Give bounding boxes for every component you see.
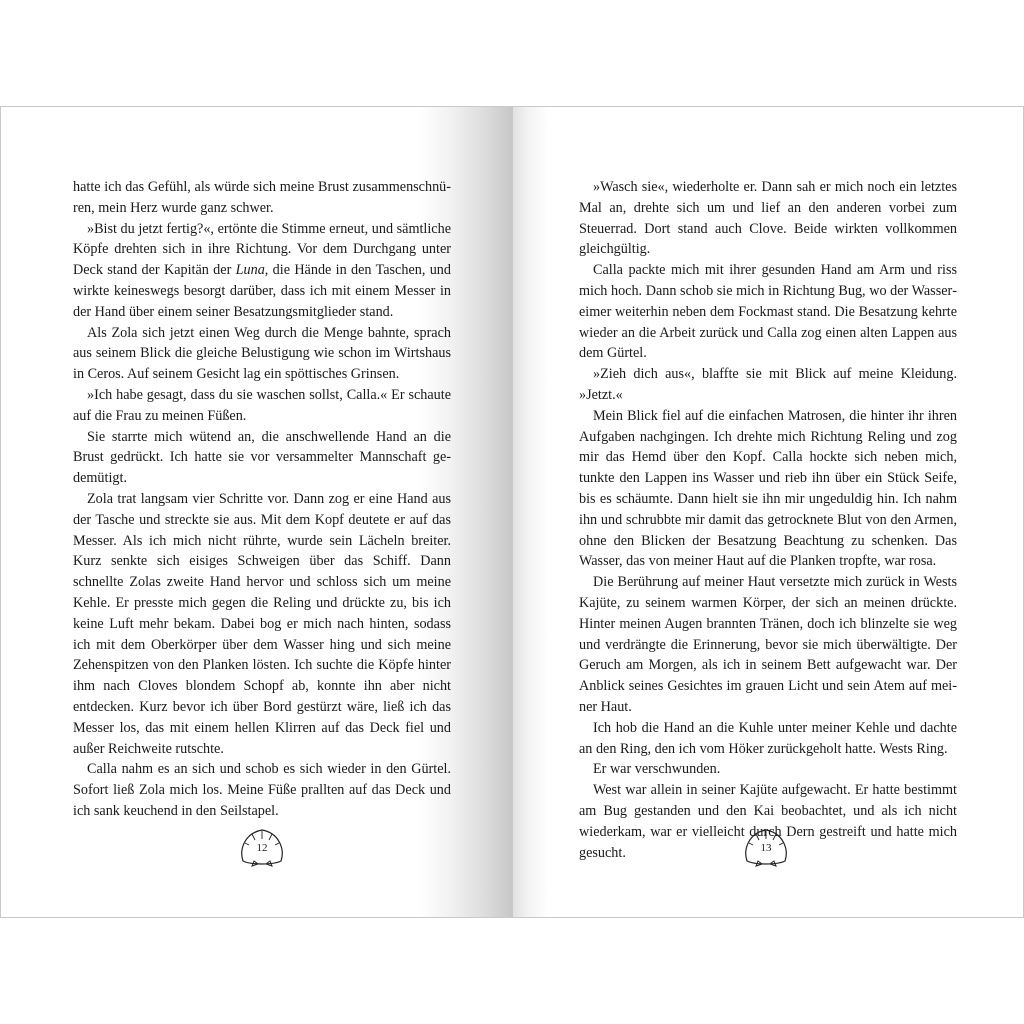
right-page xyxy=(512,106,1024,918)
ship-name: Luna xyxy=(235,262,265,279)
paragraph: »Zieh dich aus«, blaffte sie mit Blick auf meine Kleidung. »Jetzt.« xyxy=(579,366,957,403)
page-number-ornament xyxy=(237,825,287,869)
paragraph: Mein Blick fiel auf die einfachen Matrosen, die hinter ihr ihren Aufgaben nachgingen. Ich drehte mich Richtung Reling und zog mir das Hemd über den Kopf. Calla hockte sich neben mich, tunkte den Lappen ins Wasser und rieb ihn über ein Stück Seife, bis es schäumte. Dann hielt sie ihn mir ungeduldig hin. Ich nahm ihn und schrubbte mir damit das getrocknete Blut von den Armen, ohne den Blicken der Besatzung Beachtung zu schenken. Das Wasser, das von meiner Haut auf die Planken tropfte, war rosa. xyxy=(579,407,957,570)
paragraph-text: , die Hände in den Taschen, und wirkte keineswegs besorgt darüber, dass ich mit einem Messer in der Hand über einem seiner Besatzungsmitglieder stand. xyxy=(73,262,451,320)
paragraph: West war allein in seiner Kajüte aufgewacht. Er hatte bestimmt am Bug gestanden und den Kai beobachtet, und als ich nicht wiederkam, war er vielleicht durch Dern gestreift und hatte mich gesucht. xyxy=(579,782,957,861)
paragraph: Calla packte mich mit ihrer gesunden Hand am Arm und riss mich hoch. Dann schob sie mich in Richtung Bug, wo der Wassereimer weiterhin neben dem Fockmast stand. Die Besatzung kehrte wieder an die Arbeit zurück und Calla zog einen alten Lappen aus dem Gürtel. xyxy=(579,262,957,362)
left-page-text xyxy=(73,177,451,822)
paragraph xyxy=(73,219,451,323)
book-spread xyxy=(0,106,1024,920)
paragraph: Calla nahm es an sich und schob es sich wieder in den Gürtel. Sofort ließ Zola mich los. Meine Füße prallten auf das Deck und ich sank keuchend in den Seilstapel. xyxy=(73,761,451,819)
paragraph: Als Zola sich jetzt einen Weg durch die Menge bahnte, sprach aus seinem Blick die gleiche Belustigung wie schon im Wirtshaus in Ceros. Auf seinem Gesicht lag ein spöttisches Grinsen. xyxy=(73,324,451,383)
paragraph: Sie starrte mich wütend an, die anschwellende Hand an die Brust gedrückt. Ich hatte sie vor versammelter Mannschaft gedemütigt. xyxy=(73,428,451,487)
paragraph: »Wasch sie«, wiederholte er. Dann sah er mich noch ein letztes Mal an, drehte sich um und lief an den anderen vorbei zum Steuerrad. Dort stand auch Clove. Beide wirkten vollkommen gleichgültig. xyxy=(579,179,957,258)
paragraph: Er war verschwunden. xyxy=(593,761,721,778)
paragraph: hatte ich das Gefühl, als würde sich meine Brust zusammenschnüren, mein Herz wurde ganz schwer. xyxy=(73,179,451,216)
page-number: 13 xyxy=(760,842,772,854)
paragraph: Die Berührung auf meiner Haut versetzte mich zurück in Wests Kajüte, zu seinem warmen Körper, der sich an meinen drückte. Hinter meinen Augen brannten Tränen, doch ich blinzelte sie weg und verdrängte die Erinnerung, bevor sie mich überwältigte. Der Geruch am Morgen, als ich in seinem Bett aufgewacht war. Der Anblick seines Gesichtes im grauen Licht und sein Atem auf meiner Haut. xyxy=(579,574,957,715)
left-page xyxy=(0,106,512,918)
page-number-ornament xyxy=(741,825,791,869)
page-number: 12 xyxy=(256,842,268,854)
paragraph-text: »Bist du jetzt fertig?«, ertönte die Stimme erneut, und sämtliche Köpfe drehten sich in ihre Richtung. Vor dem Durchgang unter Deck stand der Kapitän der xyxy=(73,220,451,279)
paragraph: Zola trat langsam vier Schritte vor. Dann zog er eine Hand aus der Tasche und streckte sie aus. Mit dem Kopf deutete er auf das Messer. Als ich mich nicht rührte, wurde sein Lächeln breiter. Kurz senkte sich eisiges Schweigen über das Schiff. Dann schnellte Zolas zweite Hand hervor und schloss sich um meine Kehle. Er presste mich gegen die Reling und drückte zu, bis ich keine Luft mehr bekam. Dabei bog er mich nach hinten, sodass ich mit dem Oberkörper über dem Wasser hing und sich meine Zehenspitzen von den Planken lösten. Ich suchte die Köpfe hinter ihm nach Cloves blondem Schopf ab, konnte ihn aber nicht entdecken. Kurz bevor ich über Bord gestürzt wäre, ließ ich das Messer los, das mit einem hellen Klirren auf das Deck fiel und außer Reichweite rutschte. xyxy=(73,490,451,757)
paragraph: »Ich habe gesagt, dass du sie waschen sollst, Calla.« Er schaute auf die Frau zu meinen Füßen. xyxy=(73,386,451,424)
right-page-text xyxy=(579,177,957,863)
paragraph: Ich hob die Hand an die Kuhle unter meiner Kehle und dachte an den Ring, den ich vom Höker zurückgeholt hatte. Wests Ring. xyxy=(579,719,957,757)
